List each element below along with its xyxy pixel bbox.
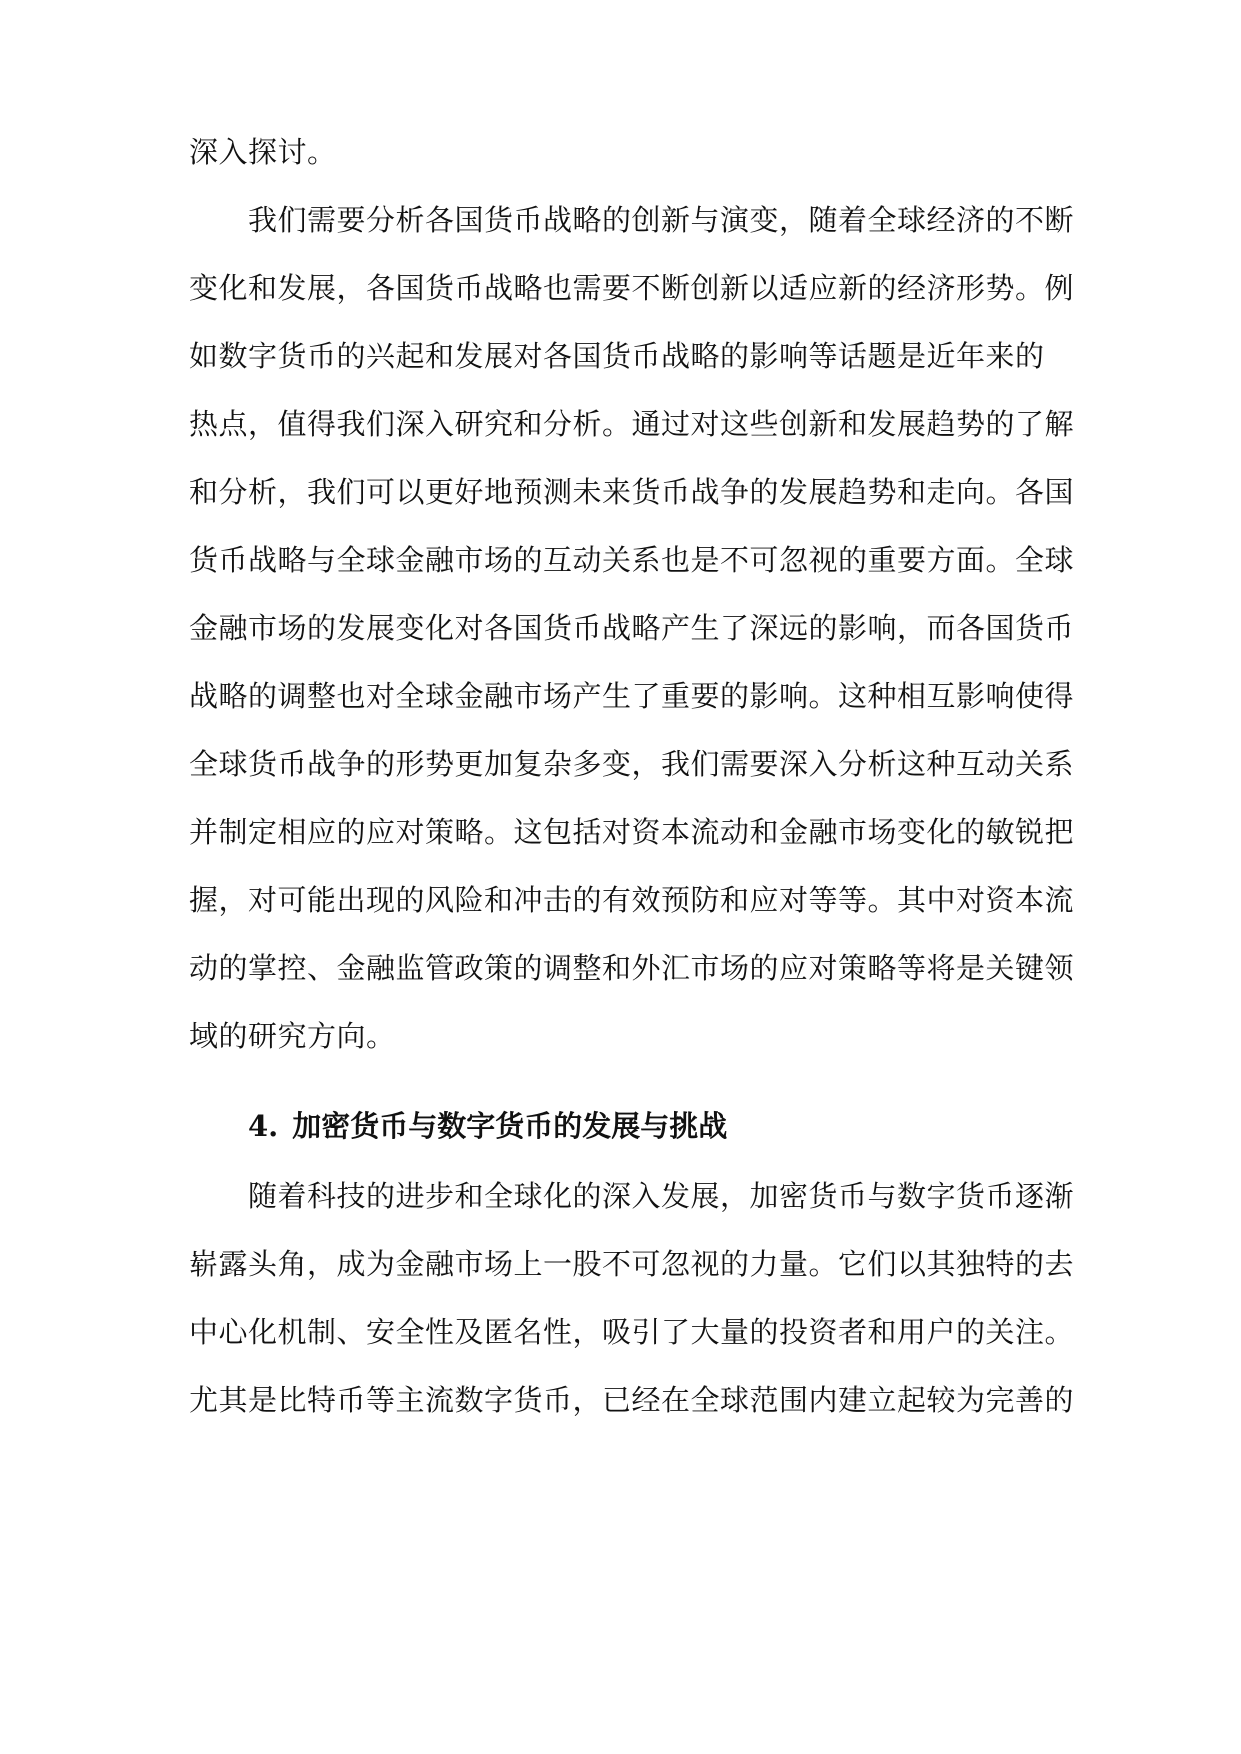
text-line: 握，对可能出现的风险和冲击的有效预防和应对等等。其中对资本流 (189, 883, 1075, 917)
text-line: 货币战略与全球金融市场的互动关系也是不可忽视的重要方面。全球 (189, 543, 1075, 577)
text-line: 并制定相应的应对策略。这包括对资本流动和金融市场变化的敏锐把 (189, 815, 1075, 849)
text-line: 中心化机制、安全性及匿名性，吸引了大量的投资者和用户的关注。 (189, 1315, 1075, 1349)
section-number: 4. (248, 1109, 279, 1143)
text-line: 金融市场的发展变化对各国货币战略产生了深远的影响，而各国货币 (189, 611, 1075, 645)
text-line: 战略的调整也对全球金融市场产生了重要的影响。这种相互影响使得 (189, 679, 1075, 713)
text-line: 全球货币战争的形势更加复杂多变，我们需要深入分析这种互动关系 (189, 747, 1075, 781)
paragraph-first-line: 随着科技的进步和全球化的深入发展，加密货币与数字货币逐渐 (248, 1179, 1075, 1213)
text-line: 和分析，我们可以更好地预测未来货币战争的发展趋势和走向。各国 (189, 475, 1075, 509)
text-line: 尤其是比特币等主流数字货币，已经在全球范围内建立起较为完善的 (189, 1383, 1075, 1417)
text-line: 崭露头角，成为金融市场上一股不可忽视的力量。它们以其独特的去 (189, 1247, 1075, 1281)
text-line: 热点，值得我们深入研究和分析。通过对这些创新和发展趋势的了解 (189, 407, 1075, 441)
text-line: 域的研究方向。 (189, 1019, 396, 1053)
text-line: 深入探讨。 (189, 135, 337, 169)
text-line: 变化和发展，各国货币战略也需要不断创新以适应新的经济形势。例 (189, 271, 1075, 305)
text-line: 如数字货币的兴起和发展对各国货币战略的影响等话题是近年来的 (189, 339, 1045, 373)
paragraph-first-line: 我们需要分析各国货币战略的创新与演变，随着全球经济的不断 (248, 203, 1075, 237)
section-title: 加密货币与数字货币的发展与挑战 (292, 1109, 728, 1143)
section-heading (248, 1106, 727, 1146)
text-line: 动的掌控、金融监管政策的调整和外汇市场的应对策略等将是关键领 (189, 951, 1075, 985)
